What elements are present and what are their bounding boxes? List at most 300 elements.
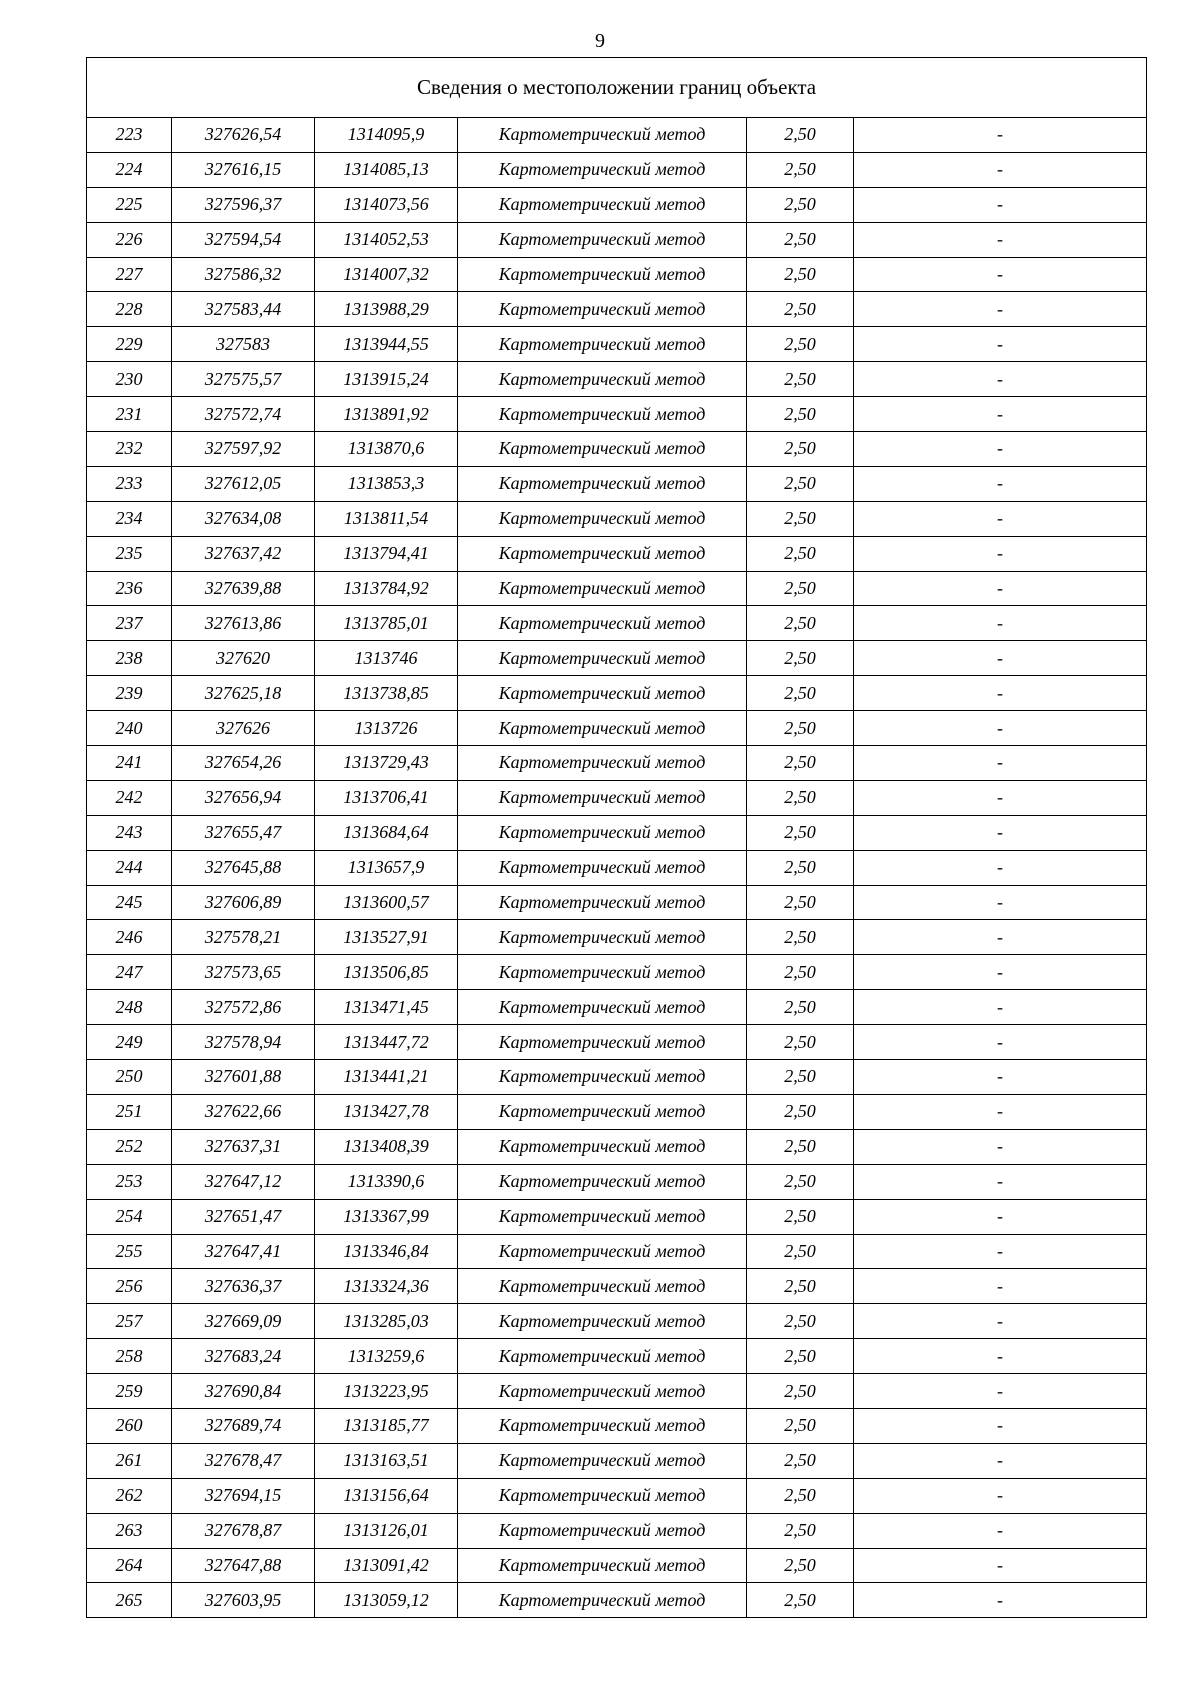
y-coordinate-cell: 1313811,54 (315, 501, 458, 536)
y-coordinate-cell: 1313738,85 (315, 676, 458, 711)
page-number: 9 (595, 30, 605, 52)
method-cell: Картометрический метод (458, 990, 747, 1025)
y-coordinate-cell: 1313915,24 (315, 362, 458, 397)
y-coordinate-cell: 1313059,12 (315, 1583, 458, 1618)
x-coordinate-cell: 327583,44 (172, 292, 315, 327)
description-cell: - (854, 1199, 1147, 1234)
y-coordinate-cell: 1313657,9 (315, 850, 458, 885)
accuracy-cell: 2,50 (747, 571, 854, 606)
x-coordinate-cell: 327572,74 (172, 397, 315, 432)
x-coordinate-cell: 327683,24 (172, 1339, 315, 1374)
point-number-cell: 231 (87, 397, 172, 432)
accuracy-cell: 2,50 (747, 327, 854, 362)
point-number-cell: 238 (87, 641, 172, 676)
table-row (87, 536, 1147, 571)
accuracy-cell: 2,50 (747, 1269, 854, 1304)
point-number-cell: 263 (87, 1513, 172, 1548)
method-cell: Картометрический метод (458, 466, 747, 501)
method-cell: Картометрический метод (458, 1129, 747, 1164)
description-cell: - (854, 1443, 1147, 1478)
table-row (87, 1129, 1147, 1164)
y-coordinate-cell: 1313447,72 (315, 1025, 458, 1060)
description-cell: - (854, 711, 1147, 746)
table-row (87, 397, 1147, 432)
point-number-cell: 258 (87, 1339, 172, 1374)
accuracy-cell: 2,50 (747, 536, 854, 571)
x-coordinate-cell: 327578,94 (172, 1025, 315, 1060)
table-row (87, 1094, 1147, 1129)
point-number-cell: 256 (87, 1269, 172, 1304)
description-cell: - (854, 676, 1147, 711)
accuracy-cell: 2,50 (747, 118, 854, 153)
y-coordinate-cell: 1313729,43 (315, 746, 458, 781)
x-coordinate-cell: 327647,12 (172, 1164, 315, 1199)
method-cell: Картометрический метод (458, 1094, 747, 1129)
accuracy-cell: 2,50 (747, 746, 854, 781)
description-cell: - (854, 955, 1147, 990)
method-cell: Картометрический метод (458, 920, 747, 955)
method-cell: Картометрический метод (458, 850, 747, 885)
method-cell: Картометрический метод (458, 606, 747, 641)
table-row (87, 432, 1147, 467)
description-cell: - (854, 780, 1147, 815)
x-coordinate-cell: 327575,57 (172, 362, 315, 397)
description-cell: - (854, 187, 1147, 222)
accuracy-cell: 2,50 (747, 955, 854, 990)
description-cell: - (854, 1269, 1147, 1304)
point-number-cell: 251 (87, 1094, 172, 1129)
point-number-cell: 229 (87, 327, 172, 362)
table-row (87, 466, 1147, 501)
x-coordinate-cell: 327572,86 (172, 990, 315, 1025)
y-coordinate-cell: 1313785,01 (315, 606, 458, 641)
x-coordinate-cell: 327612,05 (172, 466, 315, 501)
x-coordinate-cell: 327637,31 (172, 1129, 315, 1164)
table-row (87, 711, 1147, 746)
description-cell: - (854, 1408, 1147, 1443)
accuracy-cell: 2,50 (747, 152, 854, 187)
table-title: Сведения о местоположении границ объекта (87, 58, 1147, 118)
x-coordinate-cell: 327620 (172, 641, 315, 676)
description-cell: - (854, 1164, 1147, 1199)
point-number-cell: 242 (87, 780, 172, 815)
method-cell: Картометрический метод (458, 362, 747, 397)
table-row (87, 152, 1147, 187)
method-cell: Картометрический метод (458, 1478, 747, 1513)
point-number-cell: 264 (87, 1548, 172, 1583)
method-cell: Картометрический метод (458, 1548, 747, 1583)
y-coordinate-cell: 1313324,36 (315, 1269, 458, 1304)
method-cell: Картометрический метод (458, 118, 747, 153)
point-number-cell: 245 (87, 885, 172, 920)
description-cell: - (854, 432, 1147, 467)
point-number-cell: 261 (87, 1443, 172, 1478)
accuracy-cell: 2,50 (747, 850, 854, 885)
table-row (87, 920, 1147, 955)
x-coordinate-cell: 327690,84 (172, 1374, 315, 1409)
x-coordinate-cell: 327594,54 (172, 222, 315, 257)
table-row (87, 327, 1147, 362)
y-coordinate-cell: 1313223,95 (315, 1374, 458, 1409)
x-coordinate-cell: 327573,65 (172, 955, 315, 990)
y-coordinate-cell: 1313684,64 (315, 815, 458, 850)
y-coordinate-cell: 1313091,42 (315, 1548, 458, 1583)
point-number-cell: 243 (87, 815, 172, 850)
x-coordinate-cell: 327626 (172, 711, 315, 746)
y-coordinate-cell: 1313988,29 (315, 292, 458, 327)
accuracy-cell: 2,50 (747, 257, 854, 292)
x-coordinate-cell: 327597,92 (172, 432, 315, 467)
table-row (87, 1025, 1147, 1060)
accuracy-cell: 2,50 (747, 780, 854, 815)
description-cell: - (854, 501, 1147, 536)
y-coordinate-cell: 1313367,99 (315, 1199, 458, 1234)
table-row (87, 1199, 1147, 1234)
accuracy-cell: 2,50 (747, 432, 854, 467)
description-cell: - (854, 1025, 1147, 1060)
x-coordinate-cell: 327654,26 (172, 746, 315, 781)
y-coordinate-cell: 1313506,85 (315, 955, 458, 990)
x-coordinate-cell: 327578,21 (172, 920, 315, 955)
table-row (87, 187, 1147, 222)
method-cell: Картометрический метод (458, 1443, 747, 1478)
y-coordinate-cell: 1313471,45 (315, 990, 458, 1025)
table-row (87, 990, 1147, 1025)
accuracy-cell: 2,50 (747, 676, 854, 711)
table-row (87, 1583, 1147, 1618)
description-cell: - (854, 327, 1147, 362)
description-cell: - (854, 1304, 1147, 1339)
accuracy-cell: 2,50 (747, 1374, 854, 1409)
accuracy-cell: 2,50 (747, 1408, 854, 1443)
description-cell: - (854, 606, 1147, 641)
method-cell: Картометрический метод (458, 1513, 747, 1548)
accuracy-cell: 2,50 (747, 397, 854, 432)
method-cell: Картометрический метод (458, 746, 747, 781)
point-number-cell: 226 (87, 222, 172, 257)
accuracy-cell: 2,50 (747, 990, 854, 1025)
method-cell: Картометрический метод (458, 1060, 747, 1095)
method-cell: Картометрический метод (458, 780, 747, 815)
x-coordinate-cell: 327694,15 (172, 1478, 315, 1513)
x-coordinate-cell: 327634,08 (172, 501, 315, 536)
accuracy-cell: 2,50 (747, 466, 854, 501)
accuracy-cell: 2,50 (747, 1129, 854, 1164)
x-coordinate-cell: 327636,37 (172, 1269, 315, 1304)
y-coordinate-cell: 1313794,41 (315, 536, 458, 571)
point-number-cell: 234 (87, 501, 172, 536)
accuracy-cell: 2,50 (747, 1304, 854, 1339)
point-number-cell: 235 (87, 536, 172, 571)
table-row (87, 1269, 1147, 1304)
method-cell: Картометрический метод (458, 676, 747, 711)
method-cell: Картометрический метод (458, 711, 747, 746)
description-cell: - (854, 1129, 1147, 1164)
method-cell: Картометрический метод (458, 152, 747, 187)
description-cell: - (854, 1548, 1147, 1583)
y-coordinate-cell: 1313853,3 (315, 466, 458, 501)
point-number-cell: 239 (87, 676, 172, 711)
method-cell: Картометрический метод (458, 1199, 747, 1234)
table-row (87, 292, 1147, 327)
x-coordinate-cell: 327647,88 (172, 1548, 315, 1583)
y-coordinate-cell: 1313527,91 (315, 920, 458, 955)
point-number-cell: 244 (87, 850, 172, 885)
table-row (87, 746, 1147, 781)
x-coordinate-cell: 327689,74 (172, 1408, 315, 1443)
point-number-cell: 253 (87, 1164, 172, 1199)
x-coordinate-cell: 327639,88 (172, 571, 315, 606)
x-coordinate-cell: 327596,37 (172, 187, 315, 222)
table-row (87, 257, 1147, 292)
point-number-cell: 260 (87, 1408, 172, 1443)
table-row (87, 362, 1147, 397)
point-number-cell: 230 (87, 362, 172, 397)
method-cell: Картометрический метод (458, 1408, 747, 1443)
method-cell: Картометрический метод (458, 257, 747, 292)
y-coordinate-cell: 1313390,6 (315, 1164, 458, 1199)
method-cell: Картометрический метод (458, 1374, 747, 1409)
accuracy-cell: 2,50 (747, 1199, 854, 1234)
point-number-cell: 236 (87, 571, 172, 606)
method-cell: Картометрический метод (458, 397, 747, 432)
y-coordinate-cell: 1313870,6 (315, 432, 458, 467)
description-cell: - (854, 1583, 1147, 1618)
method-cell: Картометрический метод (458, 1583, 747, 1618)
table-row (87, 1478, 1147, 1513)
x-coordinate-cell: 327678,87 (172, 1513, 315, 1548)
description-cell: - (854, 920, 1147, 955)
point-number-cell: 250 (87, 1060, 172, 1095)
x-coordinate-cell: 327655,47 (172, 815, 315, 850)
description-cell: - (854, 1513, 1147, 1548)
y-coordinate-cell: 1313185,77 (315, 1408, 458, 1443)
description-cell: - (854, 1374, 1147, 1409)
method-cell: Картометрический метод (458, 327, 747, 362)
accuracy-cell: 2,50 (747, 885, 854, 920)
description-cell: - (854, 257, 1147, 292)
accuracy-cell: 2,50 (747, 641, 854, 676)
y-coordinate-cell: 1313891,92 (315, 397, 458, 432)
y-coordinate-cell: 1313163,51 (315, 1443, 458, 1478)
x-coordinate-cell: 327625,18 (172, 676, 315, 711)
method-cell: Картометрический метод (458, 222, 747, 257)
method-cell: Картометрический метод (458, 432, 747, 467)
accuracy-cell: 2,50 (747, 606, 854, 641)
table-row (87, 606, 1147, 641)
y-coordinate-cell: 1314073,56 (315, 187, 458, 222)
x-coordinate-cell: 327606,89 (172, 885, 315, 920)
point-number-cell: 232 (87, 432, 172, 467)
table-row (87, 815, 1147, 850)
accuracy-cell: 2,50 (747, 815, 854, 850)
method-cell: Картометрический метод (458, 292, 747, 327)
method-cell: Картометрический метод (458, 1304, 747, 1339)
point-number-cell: 265 (87, 1583, 172, 1618)
table-row (87, 501, 1147, 536)
point-number-cell: 249 (87, 1025, 172, 1060)
accuracy-cell: 2,50 (747, 501, 854, 536)
point-number-cell: 241 (87, 746, 172, 781)
description-cell: - (854, 466, 1147, 501)
table-row (87, 1548, 1147, 1583)
table-row (87, 1513, 1147, 1548)
accuracy-cell: 2,50 (747, 1478, 854, 1513)
x-coordinate-cell: 327586,32 (172, 257, 315, 292)
point-number-cell: 240 (87, 711, 172, 746)
table-row (87, 641, 1147, 676)
y-coordinate-cell: 1314095,9 (315, 118, 458, 153)
point-number-cell: 237 (87, 606, 172, 641)
method-cell: Картометрический метод (458, 815, 747, 850)
description-cell: - (854, 746, 1147, 781)
method-cell: Картометрический метод (458, 885, 747, 920)
method-cell: Картометрический метод (458, 955, 747, 990)
accuracy-cell: 2,50 (747, 292, 854, 327)
point-number-cell: 247 (87, 955, 172, 990)
x-coordinate-cell: 327622,66 (172, 1094, 315, 1129)
description-cell: - (854, 641, 1147, 676)
method-cell: Картометрический метод (458, 1025, 747, 1060)
table-row (87, 1408, 1147, 1443)
x-coordinate-cell: 327647,41 (172, 1234, 315, 1269)
method-cell: Картометрический метод (458, 571, 747, 606)
description-cell: - (854, 571, 1147, 606)
y-coordinate-cell: 1313126,01 (315, 1513, 458, 1548)
accuracy-cell: 2,50 (747, 1025, 854, 1060)
y-coordinate-cell: 1314007,32 (315, 257, 458, 292)
y-coordinate-cell: 1313746 (315, 641, 458, 676)
point-number-cell: 227 (87, 257, 172, 292)
x-coordinate-cell: 327603,95 (172, 1583, 315, 1618)
table-row (87, 780, 1147, 815)
accuracy-cell: 2,50 (747, 1443, 854, 1478)
x-coordinate-cell: 327583 (172, 327, 315, 362)
x-coordinate-cell: 327645,88 (172, 850, 315, 885)
description-cell: - (854, 850, 1147, 885)
description-cell: - (854, 1339, 1147, 1374)
accuracy-cell: 2,50 (747, 1094, 854, 1129)
x-coordinate-cell: 327637,42 (172, 536, 315, 571)
method-cell: Картометрический метод (458, 501, 747, 536)
accuracy-cell: 2,50 (747, 1548, 854, 1583)
point-number-cell: 252 (87, 1129, 172, 1164)
y-coordinate-cell: 1313706,41 (315, 780, 458, 815)
table-row (87, 222, 1147, 257)
x-coordinate-cell: 327651,47 (172, 1199, 315, 1234)
point-number-cell: 259 (87, 1374, 172, 1409)
y-coordinate-cell: 1313259,6 (315, 1339, 458, 1374)
x-coordinate-cell: 327678,47 (172, 1443, 315, 1478)
method-cell: Картометрический метод (458, 187, 747, 222)
point-number-cell: 223 (87, 118, 172, 153)
y-coordinate-cell: 1314052,53 (315, 222, 458, 257)
table-row (87, 885, 1147, 920)
point-number-cell: 224 (87, 152, 172, 187)
description-cell: - (854, 222, 1147, 257)
method-cell: Картометрический метод (458, 1164, 747, 1199)
y-coordinate-cell: 1313441,21 (315, 1060, 458, 1095)
table-row (87, 1060, 1147, 1095)
x-coordinate-cell: 327656,94 (172, 780, 315, 815)
table-row (87, 571, 1147, 606)
table-row (87, 1443, 1147, 1478)
description-cell: - (854, 292, 1147, 327)
accuracy-cell: 2,50 (747, 1583, 854, 1618)
table-row (87, 1234, 1147, 1269)
table-row (87, 850, 1147, 885)
description-cell: - (854, 1234, 1147, 1269)
description-cell: - (854, 1478, 1147, 1513)
point-number-cell: 255 (87, 1234, 172, 1269)
accuracy-cell: 2,50 (747, 1234, 854, 1269)
point-number-cell: 257 (87, 1304, 172, 1339)
table-row (87, 1374, 1147, 1409)
method-cell: Картометрический метод (458, 641, 747, 676)
point-number-cell: 225 (87, 187, 172, 222)
table-row (87, 118, 1147, 153)
method-cell: Картометрический метод (458, 1339, 747, 1374)
table-row (87, 1164, 1147, 1199)
description-cell: - (854, 885, 1147, 920)
x-coordinate-cell: 327601,88 (172, 1060, 315, 1095)
accuracy-cell: 2,50 (747, 1513, 854, 1548)
accuracy-cell: 2,50 (747, 362, 854, 397)
y-coordinate-cell: 1313285,03 (315, 1304, 458, 1339)
method-cell: Картометрический метод (458, 536, 747, 571)
description-cell: - (854, 152, 1147, 187)
accuracy-cell: 2,50 (747, 920, 854, 955)
y-coordinate-cell: 1313600,57 (315, 885, 458, 920)
description-cell: - (854, 362, 1147, 397)
description-cell: - (854, 397, 1147, 432)
point-number-cell: 262 (87, 1478, 172, 1513)
accuracy-cell: 2,50 (747, 1164, 854, 1199)
y-coordinate-cell: 1313427,78 (315, 1094, 458, 1129)
method-cell: Картометрический метод (458, 1234, 747, 1269)
y-coordinate-cell: 1313346,84 (315, 1234, 458, 1269)
accuracy-cell: 2,50 (747, 711, 854, 746)
accuracy-cell: 2,50 (747, 187, 854, 222)
description-cell: - (854, 990, 1147, 1025)
point-number-cell: 254 (87, 1199, 172, 1234)
table-row (87, 1339, 1147, 1374)
method-cell: Картометрический метод (458, 1269, 747, 1304)
x-coordinate-cell: 327616,15 (172, 152, 315, 187)
description-cell: - (854, 536, 1147, 571)
accuracy-cell: 2,50 (747, 1339, 854, 1374)
x-coordinate-cell: 327669,09 (172, 1304, 315, 1339)
point-number-cell: 233 (87, 466, 172, 501)
x-coordinate-cell: 327613,86 (172, 606, 315, 641)
y-coordinate-cell: 1313944,55 (315, 327, 458, 362)
boundary-table (86, 57, 1147, 1618)
y-coordinate-cell: 1313726 (315, 711, 458, 746)
table-row (87, 1304, 1147, 1339)
accuracy-cell: 2,50 (747, 222, 854, 257)
point-number-cell: 228 (87, 292, 172, 327)
point-number-cell: 246 (87, 920, 172, 955)
y-coordinate-cell: 1313156,64 (315, 1478, 458, 1513)
y-coordinate-cell: 1314085,13 (315, 152, 458, 187)
description-cell: - (854, 1060, 1147, 1095)
description-cell: - (854, 815, 1147, 850)
point-number-cell: 248 (87, 990, 172, 1025)
y-coordinate-cell: 1313784,92 (315, 571, 458, 606)
table-row (87, 955, 1147, 990)
description-cell: - (854, 118, 1147, 153)
table-row (87, 676, 1147, 711)
